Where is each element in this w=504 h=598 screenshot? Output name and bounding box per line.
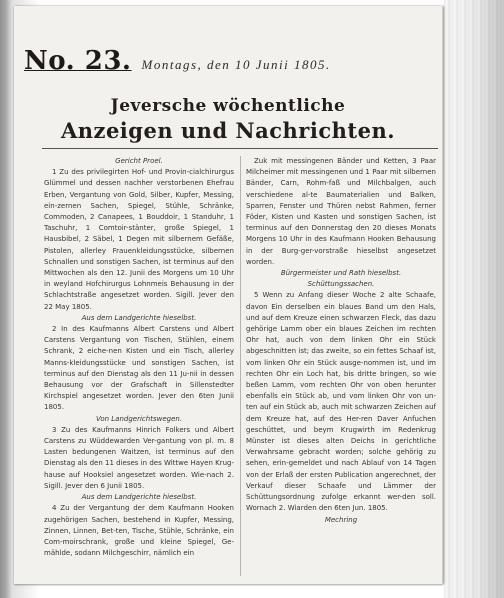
section-heading: Von Landgerichtswegen. — [95, 414, 183, 423]
section-heading: Bürgermeister und Rath hieselbst. — [280, 269, 402, 278]
paragraph: Zuk mit messingenen Bänder und Ketten, 3 Paar Milcheimer mit messingenen und 1 Paar mit silbernen Bänder, Carn, Rohm-faß und Milchbalgen, auch verschiedene al-te Baumaterialien und Balken, Sparren, Fenster und Thüren nebst Rahmen, ferner Föder, Kisten und Kasten und sonstigen Sachen, ist terminus auf den Donnerstag den 20 dieses Monats Morgens 10 Uhr in des Kaufmann Hooken Behausung in der Burg-ger-vorstraße hieselbst angesetzet worden. — [246, 157, 436, 266]
paragraph: 3 Zu des Kaufmanns Hinrich Folkers und Albert Carstens zu Wüddewarden Ver-gantung von pl. m. 8 Lasten bedungenen Waitzen, ist terminus auf den Dienstag als den 11 dieses in des Wittwe Hayen Krug-hause auf Hooksiel angesetzet worden. Wie-nach 2. Sigill. Jever den 6 Junii 1805. — [44, 425, 234, 490]
masthead — [24, 46, 364, 76]
signature-text: Mechring — [324, 515, 358, 524]
title-line-1: Jeversche wöchentliche — [110, 96, 346, 116]
dateline: Montags, den 10 Junii 1805. — [141, 57, 331, 72]
issue-number: No. 23. — [24, 46, 132, 76]
paragraph: 1 Zu des privilegirten Hof- und Provin-cialchirurgus Glümmel und dessen nachher verstorbenen Ehefrau Erben, Vergantung von Gold, Silber, Kupfer, Messing, ein-zernen Sachen, Spiegel, Stühle, Schränke, Commoden, 2 Canapees, 1 Bouddoir, 1 Standuhr, 1 Taschuhr, 1 Comtoir-stänter, große Spiegel, 1 Hausbibel, 2 Säbel, 1 Degen mit silbernem Gefäße, Pistolen, allerley Frauenkleidungsstücke, silbernen Schnallen und sonstigen Sachen, ist terminus auf den Mittwochen als den 12. Junii des Morgens um 10 Uhr in weyland Hofchirurgus Lohnmeis Behausung in der Schlachtstraße angesetzet worden. Sigill. Jever den 22 May 1805. — [44, 168, 234, 311]
title-rule — [42, 148, 438, 149]
page-edges — [444, 0, 504, 598]
newspaper-page — [14, 6, 443, 584]
left-column — [44, 156, 234, 559]
section-heading: Gericht Proel. — [115, 157, 163, 165]
section-heading: Aus dem Landgerichte hieselbst. — [81, 313, 197, 322]
paragraph: 5 Wenn zu Anfang dieser Woche 2 alte Schaafe, davon Ein derselben ein blaues Band um den Hals, und auf dem Kreuze einen schwarzen Fleck, das dazu gehörige Lamm ober ein blaues Zeichen im rechten Ohr hat, auch von dem linken Ohr ein Stück abgeschnitten ist; das zweite, so ein fettes Schaaf ist, vom linken Ohr ein Stück ausge-nommen ist, und im rechten Ohr ein Loch hat, bis dritte bringen, so wie beßen Lamm, vom rechten Ohr von oben herunter ebenfalls ein Stück ab, und vom linken Ohr von un-ten auf ein Stück ab, auch mit schwarzen Zeichen auf dem Kreuze hat, auf des Her-ren Daver Anfuchen geschüttet, und beym Krugwirth im Redenkrug Münster ist dieses alten Deichs in gerichtliche Verwahrsame gebracht worden; solche gehörig zu sehen, erin-gemeldet und nach Ablauf von 14 Tagen von der Erlaß der ersten Publication angerechnet, der Verkauf dieser Schaafe und Lämmer der Schüttungsordnung zufolge erkannt wer-den soll. Wornach 2. Wiarden den 6ten Jun. 1805. — [246, 291, 436, 513]
title-line-2: Anzeigen und Nachrichten. — [60, 118, 396, 143]
paragraph: 2 In des Kaufmanns Albert Carstens und Albert Carstens Vergantung von Tischen, Stühlen, einem Schrank, 2 eiche-nen Kisten und ein Tisch, allerley Manns-kleidungsstücke und sonstigen Sachen, ist terminus auf den Dienstag als den 11 Ju-nii in dessen Behausung vor der Grafschaft in Sillenstedter Kirchspiel angesetzet worden. Jever den 6ten Junii 1805. — [44, 325, 234, 412]
section-heading: Aus dem Landgerichte hieselbst. — [81, 493, 197, 502]
paragraph: 4 Zu der Vergantung der dem Kaufmann Hooken zugehörigen Sachen, bestehend in Kupfer, Messing, Zinnen, Linnen, Bet-ten, Tische, Stühle, Schränke, ein Com-moirschrank, große und kleine Spiegel, Ge-mählde, sodann Milchgeschirr, nämlich ein — [44, 504, 234, 558]
right-column — [246, 156, 436, 526]
section-heading: Schüttungssachen. — [307, 280, 375, 289]
column-divider — [240, 156, 241, 576]
